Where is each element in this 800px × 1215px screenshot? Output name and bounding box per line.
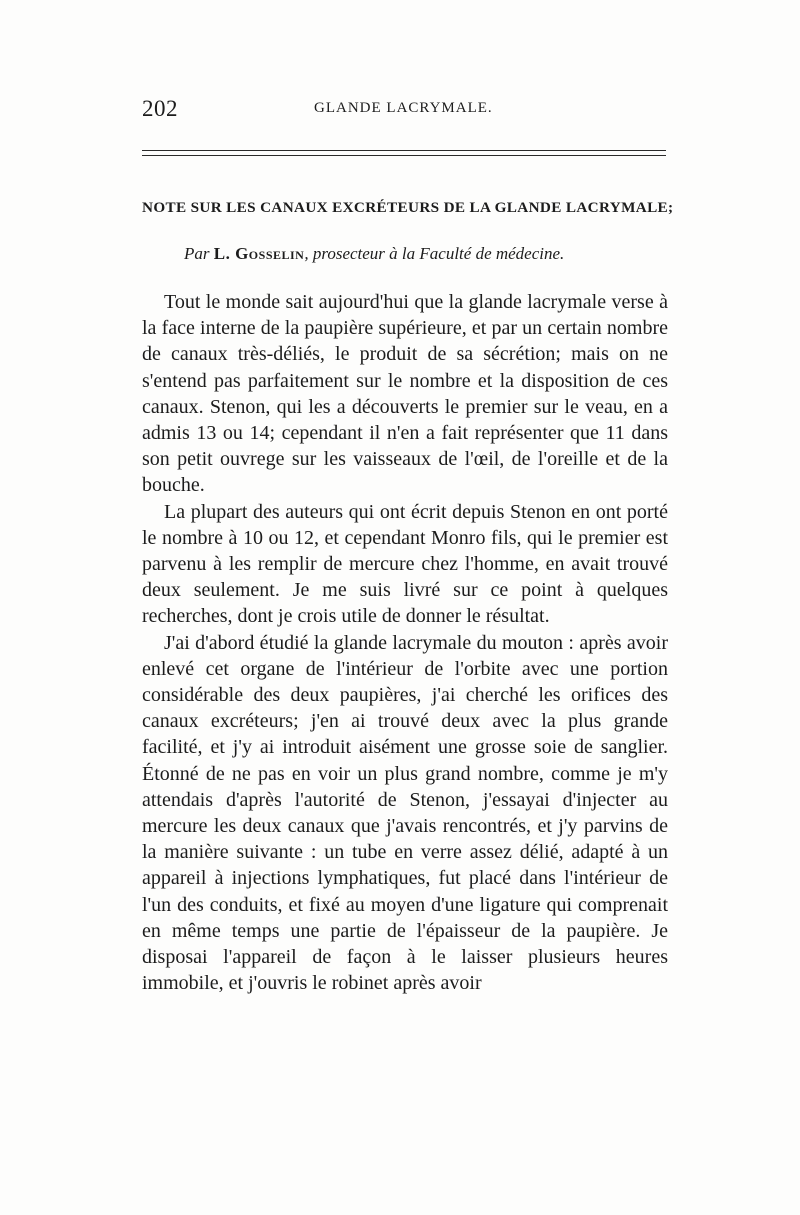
header-rule-top — [142, 150, 666, 151]
article-title: NOTE SUR LES CANAUX EXCRÉTEURS DE LA GLANDE LACRYMALE; — [142, 199, 674, 216]
paragraph: J'ai d'abord étudié la glande lacrymale du mouton : après avoir enlevé cet organe de l'intérieur de l'orbite avec une portion considérable des deux paupières, j'ai cherché les orifices des canaux excréteurs; j'en ai trouvé deux avec la plus grande facilité, et j'y ai introduit aisément une grosse soie de sanglier. Étonné de ne pas en voir un plus grand nombre, comme je m'y attendais d'après l'autorité de Stenon, j'essayai d'injecter au mercure les deux canaux que j'avais rencontrés, et j'y parvins de la manière suivante : un tube en verre assez délié, adapté à un appareil à injections lymphatiques, fut placé dans l'intérieur de l'un des conduits, et fixé au moyen d'une ligature qui comprenait en même temps une partie de l'épaisseur de la paupière. Je disposai l'appareil de façon à le laisser plusieurs heures immobile, et j'ouvris le robinet après avoir — [142, 631, 668, 995]
byline-prefix: Par — [184, 244, 210, 263]
page-number: 202 — [142, 96, 178, 121]
byline — [184, 244, 654, 264]
paragraph: Tout le monde sait aujourd'hui que la glande lacrymale verse à la face interne de la paupière supérieure, et par un certain nombre de canaux très-déliés, le produit de sa sécrétion; mais on ne s'entend pas parfaitement sur le nombre et la disposition de ces canaux. Stenon, qui les a découverts le premier sur le veau, en a admis 13 ou 14; cependant il n'en a fait représenter que 11 dans son petit ouvrege sur les vaisseaux de l'œil, de l'oreille et de la bouche. — [142, 291, 668, 497]
running-head — [142, 96, 667, 126]
author-affiliation: , prosecteur à la Faculté de médecine. — [304, 244, 565, 263]
article-body — [142, 289, 668, 996]
author-name: L. Gosselin — [213, 244, 305, 263]
running-title: GLANDE LACRYMALE. — [314, 100, 493, 116]
header-rule-bottom — [142, 155, 666, 156]
paragraph: La plupart des auteurs qui ont écrit depuis Stenon en ont porté le nombre à 10 ou 12, et cependant Monro fils, qui le premier est parvenu à les remplir de mercure chez l'homme, en avait trouvé deux seulement. Je me suis livré sur ce point à quelques recherches, dont je crois utile de donner le résultat. — [142, 500, 668, 628]
